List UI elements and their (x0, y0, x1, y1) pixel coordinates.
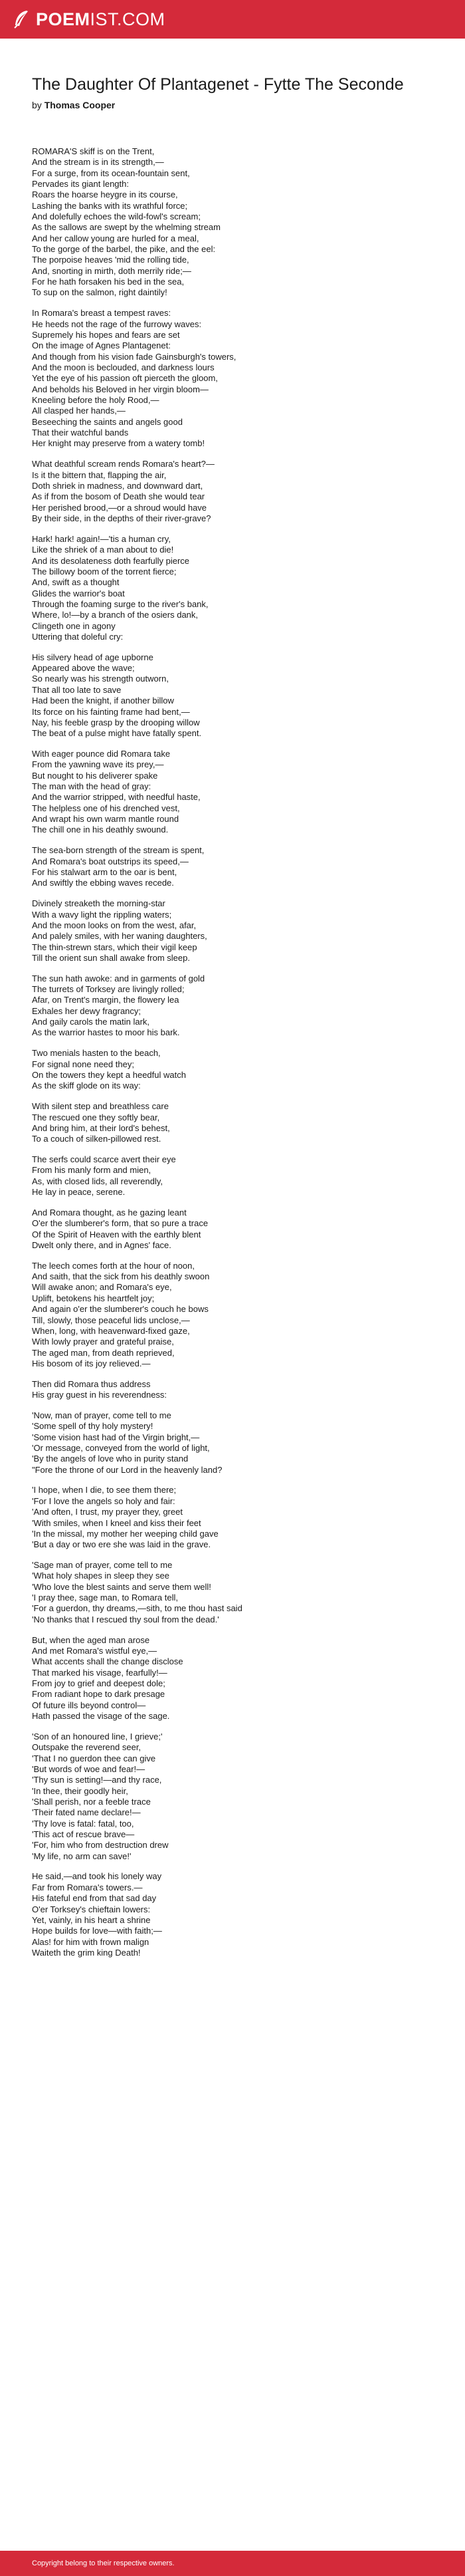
poem-stanza (32, 1560, 437, 1625)
poem-line: To sup on the salmon, right daintily! (32, 287, 167, 298)
poem-line: Till, slowly, those peaceful lids unclose,— (32, 1315, 190, 1325)
poem-line: 'Some vision hast had of the Virgin bright,— (32, 1432, 200, 1442)
poem-line: Beseeching the saints and angels good (32, 416, 183, 427)
poem-line: With eager pounce did Romara take (32, 749, 171, 759)
poem-stanza (32, 845, 437, 888)
poem-line: That marked his visage, fearfully!— (32, 1667, 167, 1678)
poem-line: The billowy boom of the torrent fierce; (32, 566, 177, 577)
poem-line: 'For, him who from destruction drew (32, 1840, 169, 1851)
poem-line: And bring him, at their lord's behest, (32, 1122, 170, 1133)
poem-line: His fateful end from that sad day (32, 1893, 157, 1904)
by-label: by (32, 100, 42, 110)
poem-title: The Daughter Of Plantagenet - Fytte The Seconde (32, 75, 404, 94)
poem-line: But, when the aged man arose (32, 1634, 150, 1645)
poem-line: As the sallows are swept by the whelming stream (32, 222, 221, 233)
poem-line: His gray guest in his reverendness: (32, 1390, 167, 1400)
poem-line: Nay, his feeble grasp by the drooping willow (32, 717, 200, 727)
poem-line: And Romara thought, as he gazing leant (32, 1207, 187, 1218)
poem-line: The leech comes forth at the hour of noon, (32, 1260, 195, 1271)
poem-stanza (32, 1101, 437, 1144)
site-logo-link[interactable] (12, 9, 165, 30)
poem-line: Appeared above the wave; (32, 663, 135, 674)
poem-line: 'Or message, conveyed from the world of light, (32, 1442, 210, 1453)
poem-line: Her knight may preserve from a watery tomb! (32, 438, 205, 449)
poem-line: 'Son of an honoured line, I grieve;' (32, 1731, 163, 1741)
poem-line: In Romara's breast a tempest raves: (32, 308, 171, 319)
poem-line: Dwelt only there, and in Agnes' face. (32, 1239, 171, 1250)
poem-line: Far from Romara's towers.— (32, 1882, 143, 1892)
poem-stanza (32, 1485, 437, 1550)
poem-line: And its desolateness doth fearfully pierce (32, 555, 190, 566)
poem-line: Is it the bittern that, flapping the air, (32, 469, 167, 480)
poem-line: The beat of a pulse might have fatally spent. (32, 728, 202, 739)
poem-line: 'And often, I trust, my prayer they, greet (32, 1507, 183, 1517)
poem-line: 'That I no guerdon thee can give (32, 1753, 156, 1763)
poem-line: That their watchful bands (32, 428, 129, 438)
poem-line: 'Who love the blest saints and serve them well! (32, 1581, 211, 1592)
poem-line: The sea-born strength of the stream is spent, (32, 845, 205, 856)
poem-line: And swiftly the ebbing waves recede. (32, 878, 174, 888)
poem-stanza (32, 973, 437, 1039)
poem-line: 'But words of woe and fear!— (32, 1763, 145, 1774)
logo-light-part: IST.COM (90, 9, 165, 29)
poem-stanza (32, 1732, 437, 1862)
poem-line: For a surge, from its ocean-fountain sent, (32, 168, 190, 178)
poem-line: Exhales her dewy fragrancy; (32, 1005, 141, 1016)
poem-stanza (32, 1871, 437, 1958)
poem-line: For signal none need they; (32, 1059, 134, 1069)
poem-line: With silent step and breathless care (32, 1101, 169, 1112)
poem-line: From his manly form and mien, (32, 1165, 151, 1176)
poem-line: When, long, with heavenward-fixed gaze, (32, 1325, 190, 1336)
poem-line: Two menials hasten to the beach, (32, 1048, 161, 1059)
poem-line: Roars the hoarse heygre in its course, (32, 190, 178, 200)
poem-line: Yet, vainly, in his heart a shrine (32, 1914, 151, 1925)
poem-line: Hope builds for love—with faith;— (32, 1926, 162, 1936)
poem-line: The rescued one they softly bear, (32, 1112, 160, 1122)
poem-line: ROMARA'S skiff is on the Trent, (32, 146, 155, 156)
poem-line: He heeds not the rage of the furrowy waves: (32, 319, 202, 329)
poem-line: Lashing the banks with its wrathful force; (32, 200, 188, 211)
poem-line: 'For I love the angels so holy and fair: (32, 1495, 175, 1506)
poem-line: From the yawning wave its prey,— (32, 759, 164, 770)
poem-line: And gaily carols the matin lark, (32, 1017, 150, 1027)
poem-line: 'By the angels of love who in purity stand (32, 1454, 189, 1464)
poem-line: Waiteth the grim king Death! (32, 1947, 141, 1958)
poem-line: And beholds his Beloved in her virgin bloom— (32, 384, 209, 394)
poem-stanza (32, 1261, 437, 1369)
poem-stanza (32, 459, 437, 524)
poem-stanza (32, 1208, 437, 1251)
poem-line: 'I pray thee, sage man, to Romara tell, (32, 1593, 178, 1603)
poem-line: The chill one in his deathly swound. (32, 825, 169, 835)
poem-line: Hark! hark! again!—'tis a human cry, (32, 533, 171, 544)
poem-stanza (32, 1154, 437, 1198)
poem-line: Like the shriek of a man about to die! (32, 545, 174, 555)
poem-line: The helpless one of his drenched vest, (32, 803, 180, 813)
poem-line: As the skiff glode on its way: (32, 1081, 141, 1091)
poem-line: For his stalwart arm to the oar is bent, (32, 866, 177, 877)
poem-line: And palely smiles, with her waning daughters, (32, 931, 207, 942)
poem-line: Alas! for him with frown malign (32, 1936, 149, 1947)
poem-line: Glides the warrior's boat (32, 588, 125, 598)
poem-line: And the stream is in its strength,— (32, 157, 164, 168)
poem-line: With a wavy light the rippling waters; (32, 909, 172, 920)
poem-line: Hath passed the visage of the sage. (32, 1711, 170, 1721)
poem-stanza (32, 1635, 437, 1722)
poem-stanza (32, 1048, 437, 1091)
poem-line: The porpoise heaves 'mid the rolling tide, (32, 255, 189, 265)
poem-line: 'What holy shapes in sleep they see (32, 1571, 169, 1581)
poem-line: For he hath forsaken his bed in the sea, (32, 277, 185, 287)
poem-line: And though from his vision fade Gainsburgh's towers, (32, 351, 236, 362)
poem-line: Its force on his fainting frame had bent,— (32, 706, 190, 717)
poem-line: On the image of Agnes Plantagenet: (32, 340, 171, 351)
footer-bar (0, 2551, 465, 2576)
poem-line: Of the Spirit of Heaven with the earthly blent (32, 1229, 201, 1239)
poem-line: 'I hope, when I die, to see them there; (32, 1485, 177, 1495)
poem-line: Divinely streaketh the morning-star (32, 898, 165, 909)
poem-line: And, swift as a thought (32, 577, 120, 588)
poem-line: 'Sage man of prayer, come tell to me (32, 1560, 173, 1571)
poem-line: The aged man, from death reprieved, (32, 1347, 175, 1358)
poem-line: Clingeth one in agony (32, 620, 116, 631)
poem-line: The sun hath awoke: and in garments of gold (32, 973, 205, 983)
poem-line: The turrets of Torksey are livingly rolled; (32, 984, 185, 995)
logo-bold-part: POEM (36, 9, 90, 29)
poem-line: 'Thy sun is setting!—and thy race, (32, 1775, 162, 1785)
poem-line: And, snorting in mirth, doth merrily ride;— (32, 265, 191, 276)
poem-line: 'In the missal, my mother her weeping child gave (32, 1528, 219, 1539)
poem-line: What deathful scream rends Romara's heart?— (32, 459, 215, 469)
poem-line: Uttering that doleful cry: (32, 631, 124, 642)
poem-line: To a couch of silken-pillowed rest. (32, 1134, 161, 1144)
poem-line: And dolefully echoes the wild-fowl's scream; (32, 211, 201, 222)
poem-line: By their side, in the depths of their river-grave? (32, 513, 211, 523)
poem-line: What accents shall the change disclose (32, 1656, 183, 1667)
poem-line: O'er the slumberer's form, that so pure a trace (32, 1218, 209, 1229)
poem-line: Pervades its giant length: (32, 179, 129, 190)
poem-line: To the gorge of the barbel, the pike, and the eel: (32, 244, 216, 255)
poem-stanza (32, 898, 437, 964)
poem-line: That all too late to save (32, 684, 122, 695)
poem-line: Supremely his hopes and fears are set (32, 330, 180, 340)
poem-line: His bosom of its joy relieved.— (32, 1358, 151, 1368)
poem-stanza (32, 1379, 437, 1401)
poem-line: And wrapt his own warm mantle round (32, 814, 179, 825)
poem-line: Had been the knight, if another billow (32, 696, 174, 706)
poem-line: "Fore the throne of our Lord in the heavenly land? (32, 1464, 223, 1475)
poem-line: 'Some spell of thy holy mystery! (32, 1421, 153, 1432)
poem-line: 'No thanks that I rescued thy soul from the dead.' (32, 1614, 219, 1624)
poem-line: Will awake anon; and Romara's eye, (32, 1282, 172, 1293)
poem-line: Outspake the reverend seer, (32, 1742, 141, 1753)
top-bar (0, 0, 465, 39)
poem-line: As, with closed lids, all reverendly, (32, 1176, 163, 1186)
poem-stanza (32, 308, 437, 449)
poem-line: 'But a day or two ere she was laid in the grave. (32, 1539, 211, 1550)
poem-line: Then did Romara thus address (32, 1378, 151, 1389)
poem-line: The thin-strewn stars, which their vigil keep (32, 942, 197, 952)
poem-line: 'With smiles, when I kneel and kiss their feet (32, 1517, 201, 1528)
poem-line: Through the foaming surge to the river's bank, (32, 598, 209, 609)
poem-line: 'Shall perish, nor a feeble trace (32, 1796, 151, 1807)
poem-line: With lowly prayer and grateful praise, (32, 1337, 174, 1347)
poem-stanza (32, 749, 437, 836)
poem-line: Where, lo!—by a branch of the osiers dank, (32, 610, 199, 620)
poem-line: But nought to his deliverer spake (32, 770, 158, 781)
poem-line: The man with the head of gray: (32, 781, 151, 792)
poem-line: Kneeling before the holy Rood,— (32, 395, 159, 406)
poem-line: O'er Torksey's chieftain lowers: (32, 1904, 151, 1914)
feather-quill-icon (12, 9, 29, 29)
poem-line: Her perished brood,—or a shroud would have (32, 502, 207, 513)
poem-line: Yet the eye of his passion oft pierceth the gloom, (32, 373, 218, 384)
poem-line: And saith, that the sick from his deathly swoon (32, 1271, 210, 1282)
copyright-notice: Copyright belong to their respective owners. (32, 2559, 175, 2567)
poem-line: 'Their fated name declare!— (32, 1807, 141, 1818)
poem-line: Till the orient sun shall awake from sleep. (32, 952, 190, 963)
poem-line: 'Thy love is fatal: fatal, too, (32, 1818, 134, 1829)
poem-line: He lay in peace, serene. (32, 1187, 126, 1198)
poem-line: As the warrior hastes to moor his bark. (32, 1027, 180, 1038)
poem-line: From radiant hope to dark presage (32, 1689, 165, 1700)
poem-line: All clasped her hands,— (32, 406, 126, 416)
poem-line: As if from the bosom of Death she would tear (32, 491, 205, 502)
poem-line: Doth shriek in madness, and downward dart, (32, 480, 203, 491)
author-link[interactable]: Thomas Cooper (44, 100, 116, 110)
poem-line: 'Now, man of prayer, come tell to me (32, 1410, 171, 1420)
poem-stanza (32, 652, 437, 739)
poem-line: And the moon looks on from the west, afar, (32, 920, 197, 930)
poem-content (32, 56, 437, 1968)
poem-line: He said,—and took his lonely way (32, 1871, 162, 1882)
poem-line: 'For a guerdon, thy dreams,—sith, to me thou hast said (32, 1603, 242, 1614)
poem-line: And again o'er the slumberer's couch he bows (32, 1304, 209, 1315)
poem-line: 'In thee, their goodly heir, (32, 1785, 128, 1796)
poem-stanza (32, 534, 437, 642)
poem-line: On the towers they kept a heedful watch (32, 1069, 186, 1080)
poem-line: So nearly was his strength outworn, (32, 674, 169, 684)
poem-byline (32, 98, 437, 112)
poem-line: His silvery head of age upborne (32, 652, 153, 662)
poem-line: And met Romara's wistful eye,— (32, 1645, 157, 1656)
poem-line: 'My life, no arm can save!' (32, 1851, 132, 1861)
poem-line: And the warrior stripped, with needful haste, (32, 792, 201, 803)
poem-stanza (32, 146, 437, 299)
site-logo-text (36, 9, 165, 30)
poem-line: And her callow young are hurled for a meal, (32, 233, 199, 243)
poem-line: From joy to grief and deepest dole; (32, 1678, 165, 1688)
poem-line: Afar, on Trent's margin, the flowery lea (32, 995, 179, 1005)
poem-line: The serfs could scarce avert their eye (32, 1154, 176, 1165)
poem-line: 'This act of rescue brave— (32, 1829, 135, 1839)
poem-line: Of future ills beyond control— (32, 1700, 146, 1710)
poem-line: And Romara's boat outstrips its speed,— (32, 856, 189, 866)
poem-line: And the moon is beclouded, and darkness lours (32, 362, 215, 373)
poem-body (32, 146, 437, 1958)
poem-stanza (32, 1410, 437, 1476)
poem-line: Uplift, betokens his heartfelt joy; (32, 1293, 155, 1303)
